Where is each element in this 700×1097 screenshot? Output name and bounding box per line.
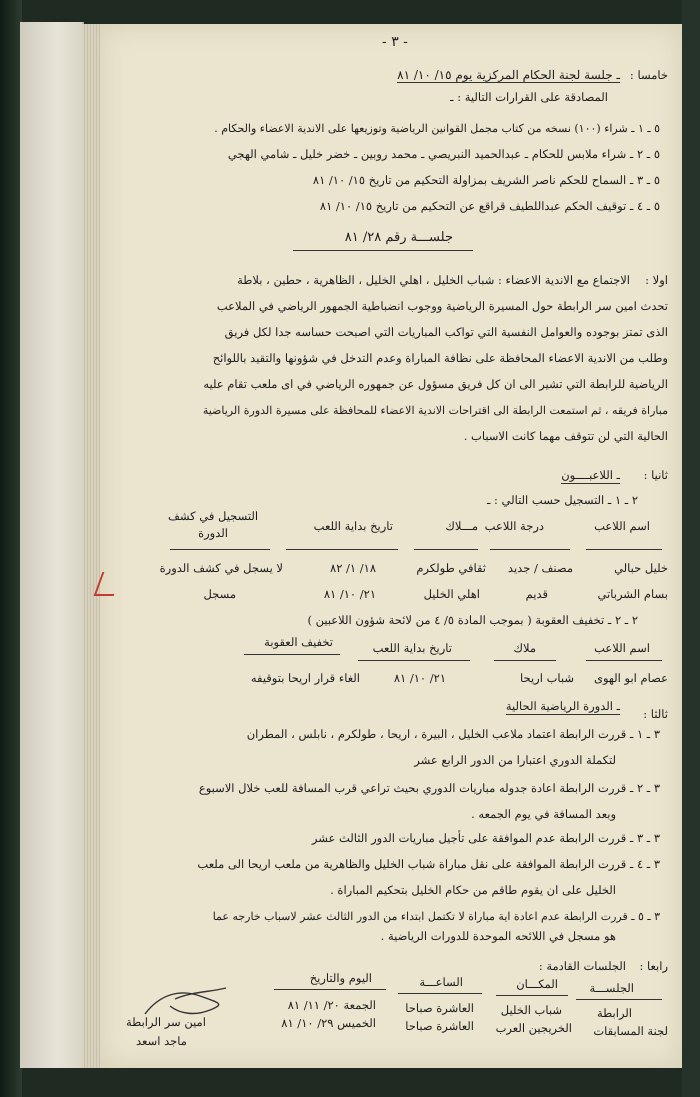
table1-cell: ٢١/ ١٠/ ٨١	[323, 587, 376, 601]
first-line: الذى تمتز بوجوده والعوامل النفسية التي تواكب المباريات التي اصبحت حساسه جدا لكل فريق	[224, 325, 668, 339]
table1-header: مـــلاك	[445, 519, 478, 533]
table1-cell: اهلي الخليل	[423, 587, 480, 601]
first-line: الرياضية للرابطة التي تشير الى ان كل فريق مسؤول عن جمهوره الرياضي في اى ملعب تقام عليه	[203, 377, 668, 391]
table1-header: درجة اللاعب	[484, 519, 544, 533]
page-number: - ٣ -	[382, 34, 408, 50]
section5-title: ـ جلسة لجنة الحكام المركزية يوم ١٥/ ١٠/ ٨١	[397, 68, 620, 82]
table1-header: التسجيل في كشف الدورة	[167, 509, 259, 541]
section5-item: ٥ ـ ٤ ـ توقيف الحكم عبداللطيف قراقع عن التحكيم من تاريخ ١٥/ ١٠/ ٨١	[319, 199, 660, 213]
first-line: تحدث امين سر الرابطة حول المسيرة الرياضية ووجوب انضباطية الجمهور الرياضي في الملاعب	[216, 299, 668, 313]
second-label: ثانيا :	[643, 468, 668, 482]
signature-name: ماجد اسعد	[136, 1034, 187, 1048]
first-line: وطلب من الاندية الاعضاء المحافظة على نظافة المباراة وعدم التدخل في شؤونها والتقيد باللوائح	[212, 351, 668, 365]
table2-header-rule	[494, 660, 556, 661]
fourth-label: رابعا :	[639, 959, 668, 973]
fourth-title: الجلسات القادمة :	[538, 959, 626, 973]
table1-cell: بسام الشرباتي	[597, 587, 668, 601]
table1-cell: مصنف / جديد	[507, 561, 573, 575]
third-item: هو مسجل في اللائحه الموحدة للدورات الرياضية .	[380, 929, 616, 943]
first-line: الاجتماع مع الاندية الاعضاء : شباب الخليل ، اهلي الخليل ، الظاهرية ، حطين ، بلاطة	[237, 273, 630, 287]
fourth-header: الجلســـة	[589, 981, 634, 995]
table2-header-rule	[586, 660, 662, 661]
third-item: ٣ ـ ٥ ـ قررت الرابطة عدم اعادة اية مباراة لا تكتمل ابتداء من الدور الثالث عشر لاسباب خارجه عما	[212, 910, 660, 923]
table2-header: اسم اللاعب	[594, 641, 650, 655]
book-spine	[0, 0, 22, 1097]
section5-intro: المصادقة على القرارات التالية : ـ	[450, 90, 608, 104]
table2-header: تخفيف العقوبة	[264, 635, 333, 649]
session-title: جلســـة رقم ٢٨/ ٨١	[344, 230, 453, 245]
page-edges	[82, 24, 102, 1068]
third-item: وبعد المسافة في يوم الجمعه .	[471, 807, 616, 821]
first-label: اولا :	[645, 273, 668, 287]
fourth-header-rule	[274, 989, 386, 990]
table2-header-rule	[244, 654, 340, 655]
table1-cell: قديم	[525, 587, 548, 601]
fourth-cell: الخريجين العرب	[495, 1021, 572, 1035]
table1-header-rule	[490, 549, 570, 550]
fourth-cell: لجنة المسابقات	[593, 1024, 668, 1038]
signature-title: امين سر الرابطة	[126, 1015, 206, 1029]
section5-item: ٥ ـ ٢ ـ شراء ملابس للحكام ـ عبدالحميد النبريصي ـ محمد روبين ـ خضر خليل ـ شامي الهجي	[227, 147, 660, 161]
table2-header: ملاك	[513, 641, 536, 655]
fourth-cell: العاشرة صباحا	[405, 1019, 474, 1033]
fourth-cell: العاشرة صباحا	[405, 1001, 474, 1015]
fourth-cell: الخميس ٢٩/ ١٠/ ٨١	[281, 1016, 376, 1030]
table2-header-rule	[358, 660, 470, 661]
table1-header-rule	[414, 549, 478, 550]
third-title: ـ الدورة الرياضية الحالية	[505, 699, 620, 713]
fourth-cell: شباب الخليل	[500, 1003, 562, 1017]
fourth-header: اليوم والتاريخ	[309, 971, 372, 985]
fourth-cell: الرابطة	[596, 1006, 632, 1020]
second-sub1: ٢ ـ ١ ـ التسجيل حسب التالي : ـ	[486, 493, 638, 507]
section5-item: ٥ ـ ٣ ـ السماح للحكم ناصر الشريف بمزاولة التحكيم من تاريخ ١٥/ ١٠/ ٨١	[312, 173, 660, 187]
table2-cell: الغاء قرار اريحا بتوقيفه	[250, 671, 360, 685]
first-line: مباراة فريقه ، ثم استمعت الرابطة الى اقتراحات الاندية الاعضاء للمحافظة على مسيرة الدورة الرياضية	[202, 404, 668, 417]
table1-cell: ١٨/ ١/ ٨٢	[330, 561, 376, 575]
table1-header-rule	[170, 549, 270, 550]
table1-cell: خليل حبالي	[614, 561, 668, 575]
table1-header: اسم اللاعب	[594, 519, 650, 533]
table2-header: تاريخ بداية اللعب	[372, 641, 452, 655]
third-item: لتكملة الدوري اعتبارا من الدور الرابع عشر	[414, 753, 616, 767]
session-title-underline	[293, 250, 473, 251]
third-item: ٣ ـ ٢ ـ قررت الرابطة اعادة جدوله مباريات الدوري بحيث تراعي قرب المسافة للعب خلال الاسبوع	[198, 781, 660, 795]
table1-header: تاريخ بداية اللعب	[313, 519, 393, 533]
table1-cell: مسجل	[203, 587, 236, 601]
section5-label: خامسا :	[629, 68, 668, 82]
third-label: ثالثا :	[643, 707, 668, 721]
fourth-cell: الجمعة ٢٠/ ١١/ ٨١	[287, 998, 376, 1012]
document-page	[100, 24, 682, 1068]
fourth-header: الساعـــة	[419, 975, 463, 989]
third-item: ٣ ـ ١ ـ قررت الرابطة اعتماد ملاعب الخليل ، البيرة ، اريحا ، طولكرم ، نابلس ، المطران	[246, 727, 660, 741]
table2-cell: عصام ابو الهوى	[593, 671, 668, 685]
first-line: الحالية التي لن تتوقف مهما كانت الاسباب .	[463, 429, 668, 443]
table1-header-rule	[586, 549, 662, 550]
fourth-header: المكـــان	[516, 977, 558, 991]
table1-cell: لا يسجل في كشف الدورة	[159, 561, 283, 575]
second-title: ـ اللاعبــــون	[561, 468, 620, 482]
fourth-header-rule	[576, 999, 662, 1000]
table1-header-rule	[286, 549, 398, 550]
section5-item: ٥ ـ ١ ـ شراء (١٠٠) نسخه من كتاب مجمل القوانين الرياضية وتوزيعها على الاندية الاعضاء والحكام .	[214, 122, 660, 135]
third-item: ٣ ـ ٤ ـ قررت الرابطة الموافقة على نقل مباراة شباب الخليل والظاهرية من ملعب اريحا الى ملعب	[197, 857, 660, 871]
second-sub2: ٢ ـ ٢ ـ تخفيف العقوبة ( بموجب المادة ٥/ ٤ من لائحة شؤون اللاعبين )	[307, 613, 638, 627]
fourth-header-rule	[496, 995, 568, 996]
fourth-header-rule	[398, 993, 482, 994]
inside-cover	[20, 22, 84, 1068]
table1-cell: ثقافي طولكرم	[416, 561, 486, 575]
third-item: ٣ ـ ٣ ـ قررت الرابطة عدم الموافقة على تأجيل مباريات الدور الثالث عشر	[311, 831, 660, 845]
table2-cell: ٢١/ ١٠/ ٨١	[393, 671, 446, 685]
document-body	[112, 24, 668, 1068]
background-edge	[682, 0, 700, 1097]
third-item: الخليل على ان يقوم طاقم من حكام الخليل بتحكيم المباراة .	[330, 883, 616, 897]
table2-cell: شباب اريحا	[520, 671, 574, 685]
